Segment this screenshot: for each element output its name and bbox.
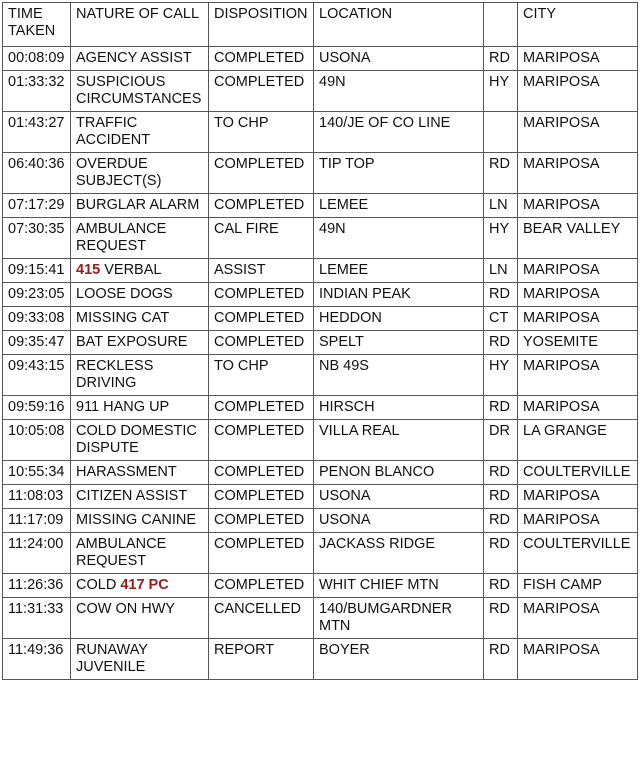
nature-cell: [71, 509, 209, 533]
table-row: [3, 153, 638, 194]
nature-cell: [71, 153, 209, 194]
nature-text: MISSING CANINE: [76, 512, 197, 528]
header-street-suffix: [484, 3, 518, 47]
location-cell: LEMEE: [314, 194, 484, 218]
nature-cell: [71, 533, 209, 574]
disposition-cell: COMPLETED: [209, 153, 314, 194]
time-cell: 09:43:15: [3, 355, 71, 396]
table-row: [3, 218, 638, 259]
disposition-cell: COMPLETED: [209, 485, 314, 509]
suffix-cell: RD: [484, 153, 518, 194]
table-row: [3, 533, 638, 574]
nature-text: CITIZEN ASSIST: [76, 488, 188, 504]
nature-text: OVERDUE SUBJECT(S): [76, 156, 162, 189]
location-cell: SPELT: [314, 331, 484, 355]
location-cell: TIP TOP: [314, 153, 484, 194]
disposition-cell: COMPLETED: [209, 307, 314, 331]
nature-cell: [71, 218, 209, 259]
disposition-cell: COMPLETED: [209, 509, 314, 533]
time-cell: 01:43:27: [3, 112, 71, 153]
table-row: [3, 509, 638, 533]
location-cell: PENON BLANCO: [314, 461, 484, 485]
code-highlight: 415: [76, 262, 101, 278]
nature-cell: [71, 331, 209, 355]
location-cell: USONA: [314, 47, 484, 71]
location-cell: BOYER: [314, 639, 484, 680]
time-cell: 10:55:34: [3, 461, 71, 485]
city-cell: MARIPOSA: [518, 307, 638, 331]
suffix-cell: RD: [484, 574, 518, 598]
suffix-cell: RD: [484, 533, 518, 574]
header-time-taken: TIME TAKEN: [3, 3, 71, 47]
time-cell: 11:08:03: [3, 485, 71, 509]
nature-text: AMBULANCE REQUEST: [76, 221, 167, 254]
table-row: [3, 461, 638, 485]
disposition-cell: CAL FIRE: [209, 218, 314, 259]
nature-cell: [71, 461, 209, 485]
disposition-cell: COMPLETED: [209, 533, 314, 574]
table-row: [3, 71, 638, 112]
time-cell: 00:08:09: [3, 47, 71, 71]
location-cell: INDIAN PEAK: [314, 283, 484, 307]
table-row: [3, 259, 638, 283]
nature-text: COW ON HWY: [76, 601, 176, 617]
time-cell: 10:05:08: [3, 420, 71, 461]
nature-cell: [71, 194, 209, 218]
nature-text: MISSING CAT: [76, 310, 170, 326]
table-row: [3, 355, 638, 396]
city-cell: BEAR VALLEY: [518, 218, 638, 259]
suffix-cell: LN: [484, 194, 518, 218]
nature-cell: [71, 485, 209, 509]
suffix-cell: RD: [484, 396, 518, 420]
location-cell: HIRSCH: [314, 396, 484, 420]
table-row: [3, 112, 638, 153]
table-row: [3, 194, 638, 218]
location-cell: 49N: [314, 71, 484, 112]
city-cell: MARIPOSA: [518, 259, 638, 283]
time-cell: 07:17:29: [3, 194, 71, 218]
nature-text: AGENCY ASSIST: [76, 50, 192, 66]
time-cell: 09:15:41: [3, 259, 71, 283]
nature-cell: [71, 259, 209, 283]
disposition-cell: COMPLETED: [209, 461, 314, 485]
nature-text: COLD: [76, 577, 121, 593]
suffix-cell: LN: [484, 259, 518, 283]
nature-cell: [71, 420, 209, 461]
city-cell: MARIPOSA: [518, 71, 638, 112]
suffix-cell: DR: [484, 420, 518, 461]
nature-text: HARASSMENT: [76, 464, 177, 480]
suffix-cell: RD: [484, 47, 518, 71]
suffix-cell: [484, 112, 518, 153]
disposition-cell: CANCELLED: [209, 598, 314, 639]
city-cell: COULTERVILLE: [518, 533, 638, 574]
time-cell: 11:17:09: [3, 509, 71, 533]
location-cell: USONA: [314, 509, 484, 533]
city-cell: MARIPOSA: [518, 509, 638, 533]
suffix-cell: HY: [484, 71, 518, 112]
disposition-cell: COMPLETED: [209, 71, 314, 112]
suffix-cell: RD: [484, 639, 518, 680]
disposition-cell: COMPLETED: [209, 283, 314, 307]
table-row: [3, 396, 638, 420]
nature-text: 911 HANG UP: [76, 399, 170, 415]
table-row: [3, 47, 638, 71]
table-row: [3, 639, 638, 680]
nature-text: SUSPICIOUS CIRCUMSTANCES: [76, 74, 202, 107]
table-row: [3, 485, 638, 509]
city-cell: MARIPOSA: [518, 153, 638, 194]
location-cell: 49N: [314, 218, 484, 259]
city-cell: MARIPOSA: [518, 355, 638, 396]
nature-cell: [71, 283, 209, 307]
time-cell: 09:23:05: [3, 283, 71, 307]
disposition-cell: TO CHP: [209, 112, 314, 153]
location-cell: 140/BUMGARDNER MTN: [314, 598, 484, 639]
call-log-table: [2, 2, 638, 680]
time-cell: 01:33:32: [3, 71, 71, 112]
suffix-cell: RD: [484, 485, 518, 509]
disposition-cell: REPORT: [209, 639, 314, 680]
nature-text: TRAFFIC ACCIDENT: [76, 115, 151, 148]
disposition-cell: COMPLETED: [209, 420, 314, 461]
nature-text: BAT EXPOSURE: [76, 334, 188, 350]
location-cell: VILLA REAL: [314, 420, 484, 461]
city-cell: COULTERVILLE: [518, 461, 638, 485]
nature-cell: [71, 396, 209, 420]
time-cell: 11:24:00: [3, 533, 71, 574]
nature-text: RECKLESS DRIVING: [76, 358, 154, 391]
disposition-cell: TO CHP: [209, 355, 314, 396]
time-cell: 11:49:36: [3, 639, 71, 680]
nature-cell: [71, 574, 209, 598]
suffix-cell: RD: [484, 509, 518, 533]
city-cell: YOSEMITE: [518, 331, 638, 355]
table-row: [3, 307, 638, 331]
call-log-body: [3, 47, 638, 680]
location-cell: JACKASS RIDGE: [314, 533, 484, 574]
nature-text: BURGLAR ALARM: [76, 197, 200, 213]
location-cell: USONA: [314, 485, 484, 509]
time-cell: 06:40:36: [3, 153, 71, 194]
location-cell: LEMEE: [314, 259, 484, 283]
disposition-cell: COMPLETED: [209, 47, 314, 71]
city-cell: LA GRANGE: [518, 420, 638, 461]
disposition-cell: ASSIST: [209, 259, 314, 283]
city-cell: MARIPOSA: [518, 47, 638, 71]
time-cell: 11:31:33: [3, 598, 71, 639]
nature-text: RUNAWAY JUVENILE: [76, 642, 148, 675]
time-cell: 07:30:35: [3, 218, 71, 259]
disposition-cell: COMPLETED: [209, 574, 314, 598]
disposition-cell: COMPLETED: [209, 396, 314, 420]
suffix-cell: CT: [484, 307, 518, 331]
location-cell: 140/JE OF CO LINE: [314, 112, 484, 153]
nature-cell: [71, 598, 209, 639]
time-cell: 09:33:08: [3, 307, 71, 331]
city-cell: MARIPOSA: [518, 194, 638, 218]
nature-text: LOOSE DOGS: [76, 286, 173, 302]
disposition-cell: COMPLETED: [209, 331, 314, 355]
table-row: [3, 420, 638, 461]
city-cell: MARIPOSA: [518, 112, 638, 153]
city-cell: FISH CAMP: [518, 574, 638, 598]
time-cell: 09:35:47: [3, 331, 71, 355]
header-nature-of-call: NATURE OF CALL: [71, 3, 209, 47]
nature-cell: [71, 71, 209, 112]
nature-cell: [71, 47, 209, 71]
city-cell: MARIPOSA: [518, 639, 638, 680]
suffix-cell: RD: [484, 598, 518, 639]
table-row: [3, 331, 638, 355]
code-highlight: 417 PC: [120, 577, 169, 593]
suffix-cell: RD: [484, 331, 518, 355]
nature-cell: [71, 112, 209, 153]
nature-text: VERBAL: [100, 262, 162, 278]
suffix-cell: HY: [484, 355, 518, 396]
table-row: [3, 283, 638, 307]
table-row: [3, 574, 638, 598]
header-location: LOCATION: [314, 3, 484, 47]
nature-cell: [71, 355, 209, 396]
nature-cell: [71, 307, 209, 331]
disposition-cell: COMPLETED: [209, 194, 314, 218]
time-cell: 11:26:36: [3, 574, 71, 598]
suffix-cell: RD: [484, 461, 518, 485]
location-cell: NB 49S: [314, 355, 484, 396]
suffix-cell: RD: [484, 283, 518, 307]
location-cell: WHIT CHIEF MTN: [314, 574, 484, 598]
suffix-cell: HY: [484, 218, 518, 259]
city-cell: MARIPOSA: [518, 485, 638, 509]
nature-text: AMBULANCE REQUEST: [76, 536, 167, 569]
time-cell: 09:59:16: [3, 396, 71, 420]
city-cell: MARIPOSA: [518, 598, 638, 639]
table-row: [3, 598, 638, 639]
city-cell: MARIPOSA: [518, 283, 638, 307]
location-cell: HEDDON: [314, 307, 484, 331]
header-city: CITY: [518, 3, 638, 47]
nature-text: COLD DOMESTIC DISPUTE: [76, 423, 197, 456]
nature-cell: [71, 639, 209, 680]
header-row: [3, 3, 638, 47]
city-cell: MARIPOSA: [518, 396, 638, 420]
header-disposition: DISPOSITION: [209, 3, 314, 47]
